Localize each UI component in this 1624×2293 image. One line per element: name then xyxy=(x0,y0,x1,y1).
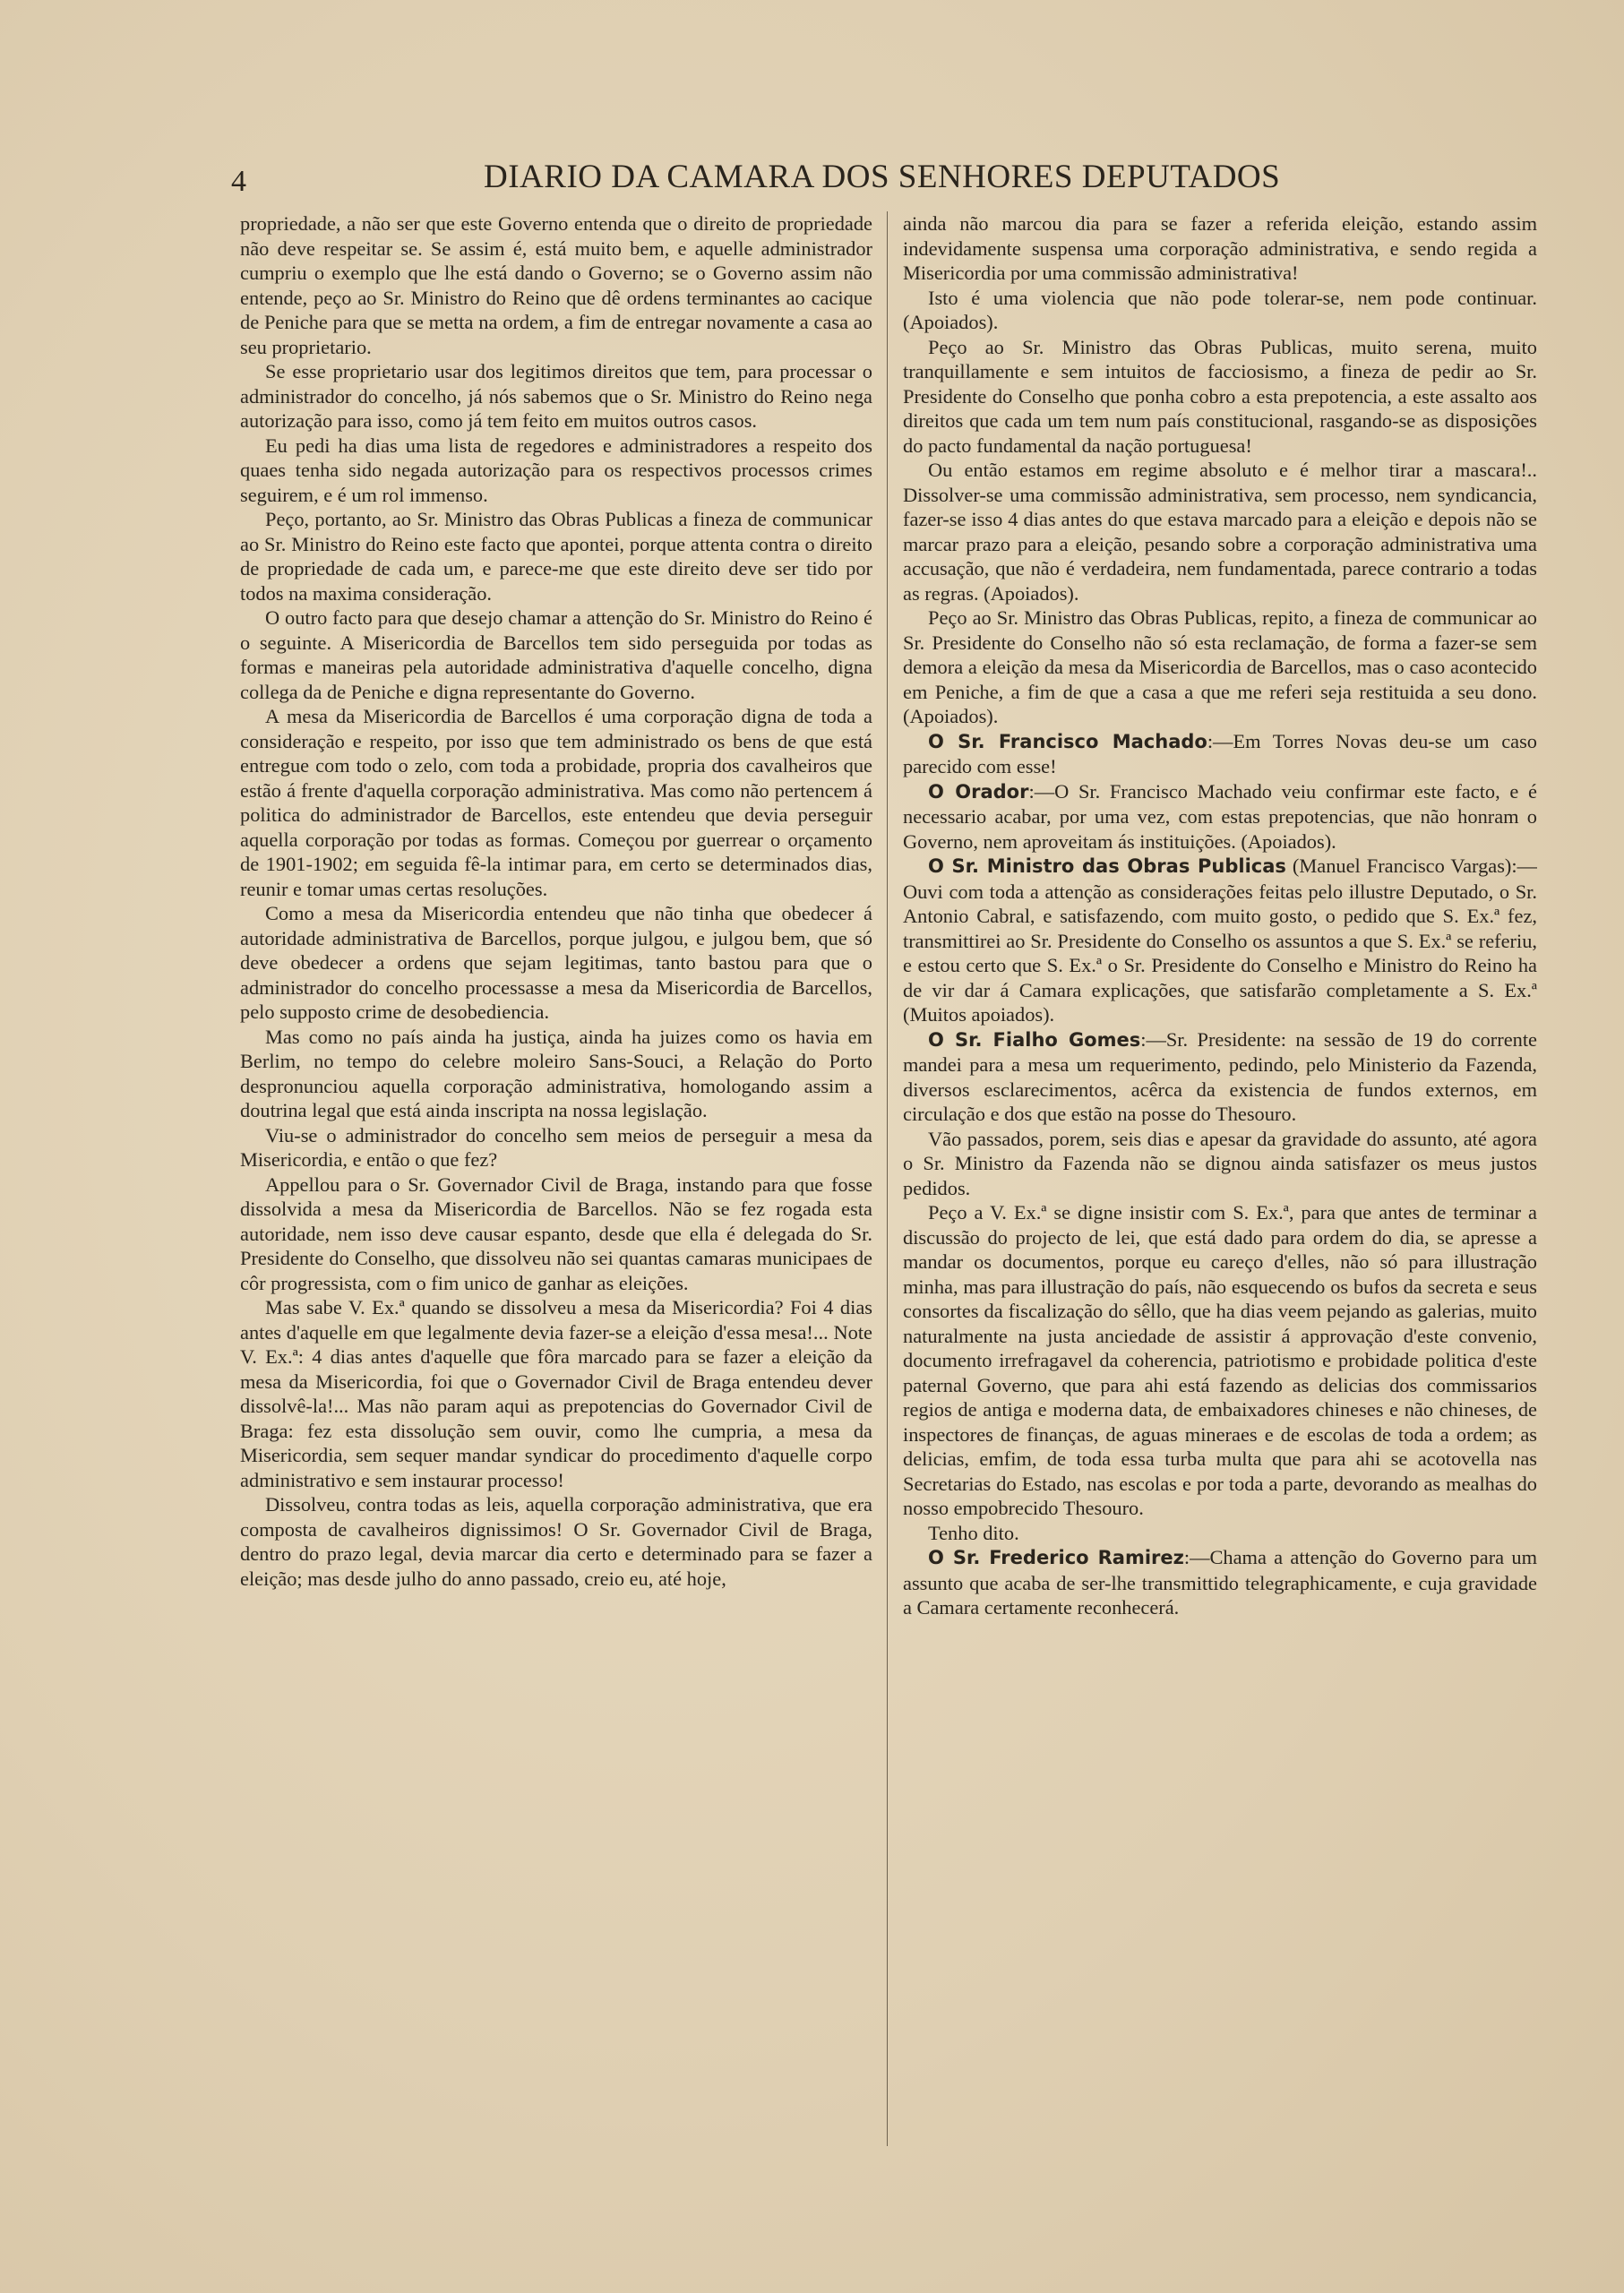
speech-paragraph: O Sr. Fialho Gomes:—Sr. Presidente: na sessão de 19 do corrente mandei para a mesa um requerimento, pedindo, pelo Ministerio da Fazenda, diversos esclarecimentos, acêrca da existencia de fundos externos, em circulação e dos que estão na posse do Thesouro. xyxy=(903,1027,1537,1125)
paragraph: Mas como no país ainda ha justiça, ainda ha juizes como os havia em Berlim, no tempo do celebre moleiro Sans-Souci, a Relação do Porto despronunciou aquella corporação administrativa, homologando assim a doutrina legal que está ainda inscripta na nossa legislação. xyxy=(240,1025,872,1121)
speaker-name: O Orador xyxy=(928,780,1029,803)
paragraph: propriedade, a não ser que este Governo entenda que o direito de propriedade não deve respeitar se. Se assim é, está muito bem, e aquelle administrador cumpriu o exemplo que lhe está dando o Governo; se o Governo assim não entende, peço ao Sr. Ministro do Reino que dê ordens terminantes ao cacique de Peniche para que se metta na ordem, a fim de entregar novamente a casa ao seu proprietario. xyxy=(240,212,872,358)
paragraph: Eu pedi ha dias uma lista de regedores e administradores a respeito dos quaes tenha sido negada autorização para os respectivos processos crimes seguirem, e é um rol immenso. xyxy=(240,434,872,506)
paragraph: Tenho dito. xyxy=(928,1521,1019,1544)
paragraph: A mesa da Misericordia de Barcellos é uma corporação digna de toda a consideração e respeito, por isso que tem administrado os bens de que está entregue com todo o zelo, com toda a probidade, propria dos cavalheiros que estão á frente d'aquella corporação administrativa. Mas como não pertencem á politica do administrador de Barcellos, este entendeu que devia perseguir aquella corporação por todas as formas. Começou por guerrear o orçamento de 1901-1902; em seguida fê-la intimar para, em certo se determinados dias, reunir e tomar umas certas resoluções. xyxy=(240,705,872,900)
paragraph: Se esse proprietario usar dos legitimos direitos que tem, para processar o administrador do concelho, já nós sabemos que o Sr. Ministro do Reino nega autorização para isso, como já tem feito em muitos outros casos. xyxy=(240,360,872,432)
paragraph: O outro facto para que desejo chamar a attenção do Sr. Ministro do Reino é o seguinte. A Misericordia de Barcellos tem sido perseguida por todas as formas e maneiras pela autoridade administrativa d'aquelle concelho, digna collega da de Peniche e digna representante do Governo. xyxy=(240,606,872,703)
paragraph: Peço ao Sr. Ministro das Obras Publicas, muito serena, muito tranquillamente e sem intuitos de facciosismo, a fineza de pedir ao Sr. Presidente do Conselho que ponha cobro a esta prepotencia, a este assalto aos direitos que cada um tem num país constitucional, rasgando-se as disposições do pacto fundamental da nação portuguesa! xyxy=(903,335,1537,457)
paragraph: Appellou para o Sr. Governador Civil de Braga, instando para que fosse dissolvida a mesa da Misericordia de Barcellos. Não se fez rogada esta autoridade, nem isso deve causar espanto, desde que ella é delegada do Sr. Presidente do Conselho, que dissolveu não sei quantas camaras municipaes de côr progressista, com o fim unico de ganhar as eleições. xyxy=(240,1172,872,1294)
speaker-name: O Sr. Ministro das Obras Publicas xyxy=(928,855,1286,877)
page-title: DIARIO DA CAMARA DOS SENHORES DEPUTADOS xyxy=(484,159,1281,195)
speaker-name: O Sr. Fialho Gomes xyxy=(928,1028,1141,1051)
left-column xyxy=(240,211,872,2221)
paragraph: Vão passados, porem, seis dias e apesar da gravidade do assunto, até agora o Sr. Ministro da Fazenda não se dignou ainda satisfazer os meus justos pedidos. xyxy=(903,1127,1537,1199)
right-column xyxy=(903,211,1537,2221)
paragraph: Mas sabe V. Ex.ª quando se dissolveu a mesa da Misericordia? Foi 4 dias antes d'aquelle em que legalmente devia fazer-se a eleição d'essa mesa!... Note V. Ex.ª: 4 dias antes d'aquelle que fôra marcado para se fazer a eleição da mesa da Misericordia, foi que o Governador Civil de Braga entendeu dever dissolvê-la!... Mas não param aqui as prepotencias do Governador Civil de Braga: fez esta dissolução sem ouvir, como lhe cumpria, a mesa da Misericordia, sem sequer mandar syndicar do procedimento d'aquelle corpo administrativo e sem instaurar processo! xyxy=(240,1296,872,1491)
paragraph: Isto é uma violencia que não pode tolerar-se, nem pode continuar. (Apoiados). xyxy=(903,286,1537,333)
paragraph: ainda não marcou dia para se fazer a referida eleição, estando assim indevidamente suspensa uma corporação administrativa, e sendo regida a Misericordia por uma commissão administrativa! xyxy=(903,212,1537,284)
paragraph: Peço ao Sr. Ministro das Obras Publicas, repito, a fineza de communicar ao Sr. Presidente do Conselho não só esta reclamação, de forma a fazer-se sem demora a eleição da mesa da Misericordia de Barcellos, mas o caso acontecido em Peniche, a fim de que a casa a que me referi seja restituida a seu dono. (Apoiados). xyxy=(903,606,1537,727)
paragraph: Como a mesa da Misericordia entendeu que não tinha que obedecer á autoridade administrativa de Barcellos, porque julgou, e julgou bem, que só deve obedecer a ordens que sejam legitimas, tanto bastou para que o administrador do concelho processasse a mesa da Misericordia de Barcellos, pelo supposto crime de desobediencia. xyxy=(240,902,872,1023)
speaker-name: O Sr. Frederico Ramirez xyxy=(928,1547,1184,1568)
paragraph: Viu-se o administrador do concelho sem meios de perseguir a mesa da Misericordia, e então o que fez? xyxy=(240,1123,872,1171)
paragraph: Ou então estamos em regime absoluto e é melhor tirar a mascara!.. Dissolver-se uma commissão administrativa, sem processo, nem syndicancia, fazer-se isso 4 dias antes do que estava marcado para a eleição e depois não se marcar prazo para a eleição, pesando sobre a corporação administrativa uma accusação, que não é verdadeira, nem fundamentada, parece contrario a todas as regras. (Apoiados). xyxy=(903,459,1537,605)
speaker-name: O Sr. Francisco Machado xyxy=(928,730,1207,752)
paragraph: Dissolveu, contra todas as leis, aquella corporação administrativa, que era composta de cavalheiros dignissimos! O Sr. Governador Civil de Braga, dentro do prazo legal, devia marcar dia certo e determinado para se fazer a eleição; mas desde julho do anno passado, creio eu, até hoje, xyxy=(240,1493,872,1590)
speech-paragraph: O Sr. Francisco Machado:—Em Torres Novas deu-se um caso parecido com esse! xyxy=(903,729,1537,777)
page-number: 4 xyxy=(231,165,246,198)
speech-paragraph: O Sr. Ministro das Obras Publicas (Manuel Francisco Vargas):—Ouvi com toda a attenção as considerações feitas pelo illustre Deputado, o Sr. Antonio Cabral, e satisfazendo, com muito gosto, o pedido que S. Ex.ª fez, transmittirei ao Sr. Presidente do Conselho os assuntos a que S. Ex.ª se referiu, e estou certo que S. Ex.ª o Sr. Presidente do Conselho e Ministro do Reino ha de vir dar á Camara explicações, que satisfarão completamente a S. Ex.ª (Muitos apoiados). xyxy=(903,855,1537,1026)
paragraph: Peço, portanto, ao Sr. Ministro das Obras Publicas a fineza de communicar ao Sr. Ministro do Reino este facto que apontei, porque attenta contra o direito de propriedade de cada um, e parece-me que este direito deve ser tido por todos na maxima consideração. xyxy=(240,508,872,605)
speech-paragraph: O Sr. Frederico Ramirez:—Chama a attenção do Governo para um assunto que acaba de ser-lhe transmittido telegraphicamente, e cuja gravidade a Camara certamente reconhecerá. xyxy=(903,1546,1537,1619)
paragraph: Peço a V. Ex.ª se digne insistir com S. Ex.ª, para que antes de terminar a discussão do projecto de lei, que está dado para ordem do dia, se apresse a mandar os documentos, porque eu careço d'elles, não só para illustração minha, mas para illustração do país, não esquecendo os bufos da secreta e seus consortes da fiscalização do sêllo, que ha dias veem pejando as galerias, muito naturalmente na justa anciedade de assistir á approvação d'este convenio, documento irrefragavel da coherencia, patriotismo e probidade politica d'este paternal Governo, que para ahi está fazendo as delicias dos commissarios regios de antiga e moderna data, de embaixadores chineses e não chineses, de inspectores de finanças, de aguas mineraes e de escolas de toda a ordem; as delicias, emfim, de toda essa turba multa que para ahi se acotovella nas Secretarias do Estado, nas escolas e por toda a parte, devorando as mealhas do nosso empobrecido Thesouro. xyxy=(903,1201,1537,1519)
column-divider xyxy=(887,211,888,2146)
speech-paragraph: O Orador:—O Sr. Francisco Machado veiu confirmar este facto, e é necessario acabar, por uma vez, com estas prepotencias, que não honram o Governo, nem aproveitam ás instituições. (Apoiados). xyxy=(903,779,1537,853)
